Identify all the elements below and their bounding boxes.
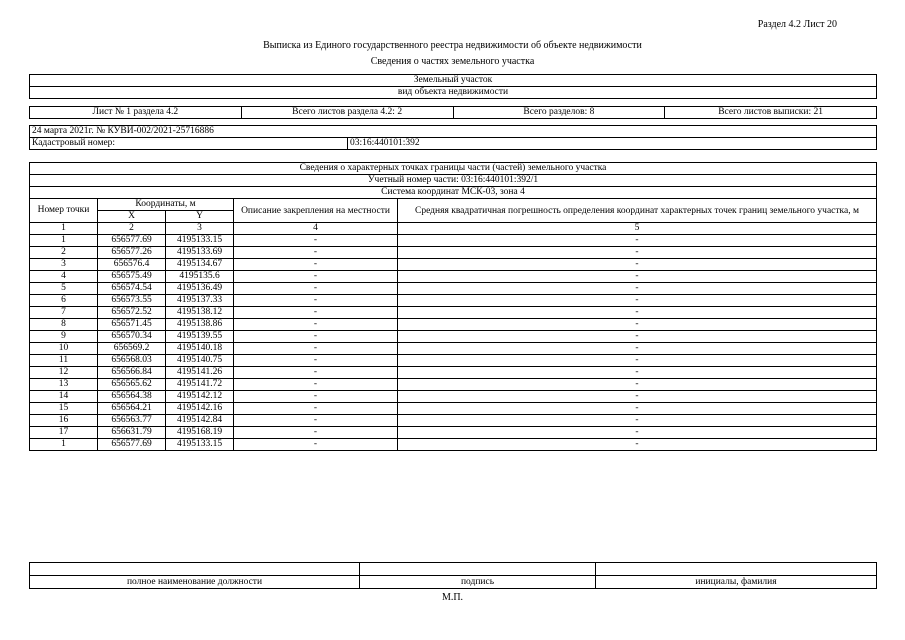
table-row xyxy=(30,319,877,331)
point-number: 1 xyxy=(30,235,98,247)
table-row xyxy=(30,307,877,319)
position-field xyxy=(30,563,360,576)
col-error-header: Средняя квадратичная погрешность определения координат характерных точек границ земельного участка, м xyxy=(398,199,877,223)
coord-x: 656564.21 xyxy=(98,403,166,415)
object-type-caption: вид объекта недвижимости xyxy=(30,87,877,99)
fixing-description: - xyxy=(234,379,398,391)
accuracy: - xyxy=(398,403,877,415)
coord-y: 4195136.49 xyxy=(166,283,234,295)
point-number: 7 xyxy=(30,307,98,319)
col-index: 2 xyxy=(98,223,166,235)
fixing-description: - xyxy=(234,295,398,307)
table-row xyxy=(30,331,877,343)
coord-y: 4195140.18 xyxy=(166,343,234,355)
accuracy: - xyxy=(398,331,877,343)
accuracy: - xyxy=(398,355,877,367)
position-caption: полное наименование должности xyxy=(30,576,360,589)
coord-x: 656575.49 xyxy=(98,271,166,283)
accuracy: - xyxy=(398,427,877,439)
point-number: 16 xyxy=(30,415,98,427)
accuracy: - xyxy=(398,295,877,307)
coord-x: 656577.26 xyxy=(98,247,166,259)
fixing-description: - xyxy=(234,247,398,259)
accuracy: - xyxy=(398,271,877,283)
coord-x: 656569.2 xyxy=(98,343,166,355)
name-caption: инициалы, фамилия xyxy=(596,576,877,589)
signature-field xyxy=(360,563,596,576)
table-row xyxy=(30,391,877,403)
table-row xyxy=(30,427,877,439)
accuracy: - xyxy=(398,247,877,259)
point-number: 5 xyxy=(30,283,98,295)
coord-y: 4195139.55 xyxy=(166,331,234,343)
table-row xyxy=(30,295,877,307)
coord-x: 656573.55 xyxy=(98,295,166,307)
col-point-header: Номер точки xyxy=(30,199,98,223)
accuracy: - xyxy=(398,319,877,331)
table-row xyxy=(30,283,877,295)
table-row xyxy=(30,355,877,367)
coord-x: 656576.4 xyxy=(98,259,166,271)
table-row xyxy=(30,259,877,271)
accuracy: - xyxy=(398,415,877,427)
col-index: 5 xyxy=(398,223,877,235)
object-type-table xyxy=(29,74,877,99)
coord-y: 4195134.67 xyxy=(166,259,234,271)
coord-y: 4195140.75 xyxy=(166,355,234,367)
col-index: 4 xyxy=(234,223,398,235)
stamp-label: М.П. xyxy=(441,592,464,603)
coordinate-system: Система координат МСК-03, зона 4 xyxy=(30,187,877,199)
coord-y: 4195133.15 xyxy=(166,235,234,247)
coord-y: 4195135.6 xyxy=(166,271,234,283)
coords-title: Сведения о характерных точках границы части (частей) земельного участка xyxy=(30,163,877,175)
col-coords-header: Координаты, м xyxy=(98,199,234,211)
coord-x: 656568.03 xyxy=(98,355,166,367)
cadastral-value: 03:16:440101:392 xyxy=(348,138,877,150)
accuracy: - xyxy=(398,367,877,379)
point-number: 17 xyxy=(30,427,98,439)
accuracy: - xyxy=(398,259,877,271)
col-y-header: Y xyxy=(166,211,234,223)
coord-x: 656577.69 xyxy=(98,439,166,451)
point-number: 9 xyxy=(30,331,98,343)
point-number: 3 xyxy=(30,259,98,271)
col-desc-header: Описание закрепления на местности xyxy=(234,199,398,223)
coord-x: 656571.45 xyxy=(98,319,166,331)
table-row xyxy=(30,247,877,259)
coord-y: 4195137.33 xyxy=(166,295,234,307)
point-number: 12 xyxy=(30,367,98,379)
point-number: 15 xyxy=(30,403,98,415)
coord-y: 4195142.84 xyxy=(166,415,234,427)
sign-caption: подпись xyxy=(360,576,596,589)
extract-info-table xyxy=(29,125,877,150)
date-number: 24 марта 2021г. № КУВИ-002/2021-25716886 xyxy=(30,126,877,138)
point-number: 1 xyxy=(30,439,98,451)
coord-y: 4195138.86 xyxy=(166,319,234,331)
point-number: 14 xyxy=(30,391,98,403)
cadastral-label: Кадастровый номер: xyxy=(30,138,348,150)
coord-x: 656566.84 xyxy=(98,367,166,379)
table-row xyxy=(30,379,877,391)
fixing-description: - xyxy=(234,283,398,295)
coord-x: 656574.54 xyxy=(98,283,166,295)
coord-y: 4195138.12 xyxy=(166,307,234,319)
part-number: Учетный номер части: 03:16:440101:392/1 xyxy=(30,175,877,187)
fixing-description: - xyxy=(234,367,398,379)
coord-y: 4195141.72 xyxy=(166,379,234,391)
table-row xyxy=(30,415,877,427)
col-index: 3 xyxy=(166,223,234,235)
col-x-header: X xyxy=(98,211,166,223)
table-row xyxy=(30,403,877,415)
point-number: 11 xyxy=(30,355,98,367)
coord-y: 4195168.19 xyxy=(166,427,234,439)
point-number: 2 xyxy=(30,247,98,259)
accuracy: - xyxy=(398,379,877,391)
signature-table xyxy=(29,562,877,589)
document-title: Выписка из Единого государственного реестра недвижимости об объекте недвижимости xyxy=(263,40,642,51)
accuracy: - xyxy=(398,283,877,295)
fixing-description: - xyxy=(234,259,398,271)
fixing-description: - xyxy=(234,391,398,403)
accuracy: - xyxy=(398,391,877,403)
object-name: Земельный участок xyxy=(30,75,877,87)
total-sheets-section: Всего листов раздела 4.2: 2 xyxy=(241,107,453,119)
accuracy: - xyxy=(398,307,877,319)
coord-y: 4195142.12 xyxy=(166,391,234,403)
coord-x: 656572.52 xyxy=(98,307,166,319)
fixing-description: - xyxy=(234,403,398,415)
document-subtitle: Сведения о частях земельного участка xyxy=(370,56,535,67)
fixing-description: - xyxy=(234,427,398,439)
fixing-description: - xyxy=(234,355,398,367)
point-number: 10 xyxy=(30,343,98,355)
table-row xyxy=(30,439,877,451)
fixing-description: - xyxy=(234,415,398,427)
coord-x: 656563.77 xyxy=(98,415,166,427)
coord-y: 4195133.69 xyxy=(166,247,234,259)
fixing-description: - xyxy=(234,343,398,355)
total-sections: Всего разделов: 8 xyxy=(453,107,665,119)
accuracy: - xyxy=(398,439,877,451)
point-number: 8 xyxy=(30,319,98,331)
coord-x: 656577.69 xyxy=(98,235,166,247)
boundary-points-table xyxy=(29,162,877,451)
coord-x: 656564.38 xyxy=(98,391,166,403)
point-number: 4 xyxy=(30,271,98,283)
accuracy: - xyxy=(398,235,877,247)
fixing-description: - xyxy=(234,307,398,319)
table-row xyxy=(30,235,877,247)
fixing-description: - xyxy=(234,235,398,247)
fixing-description: - xyxy=(234,331,398,343)
col-index: 1 xyxy=(30,223,98,235)
section-page-label: Раздел 4.2 Лист 20 xyxy=(757,19,837,30)
fixing-description: - xyxy=(234,319,398,331)
coord-y: 4195133.15 xyxy=(166,439,234,451)
point-number: 13 xyxy=(30,379,98,391)
coord-x: 656631.79 xyxy=(98,427,166,439)
coord-y: 4195142.16 xyxy=(166,403,234,415)
table-row xyxy=(30,343,877,355)
sheet-of-section: Лист № 1 раздела 4.2 xyxy=(30,107,242,119)
table-row xyxy=(30,271,877,283)
sheet-info-table xyxy=(29,106,877,119)
coord-y: 4195141.26 xyxy=(166,367,234,379)
table-row xyxy=(30,367,877,379)
coord-x: 656565.62 xyxy=(98,379,166,391)
point-number: 6 xyxy=(30,295,98,307)
accuracy: - xyxy=(398,343,877,355)
coord-x: 656570.34 xyxy=(98,331,166,343)
name-field xyxy=(596,563,877,576)
fixing-description: - xyxy=(234,439,398,451)
total-sheets-extract: Всего листов выписки: 21 xyxy=(665,107,877,119)
fixing-description: - xyxy=(234,271,398,283)
